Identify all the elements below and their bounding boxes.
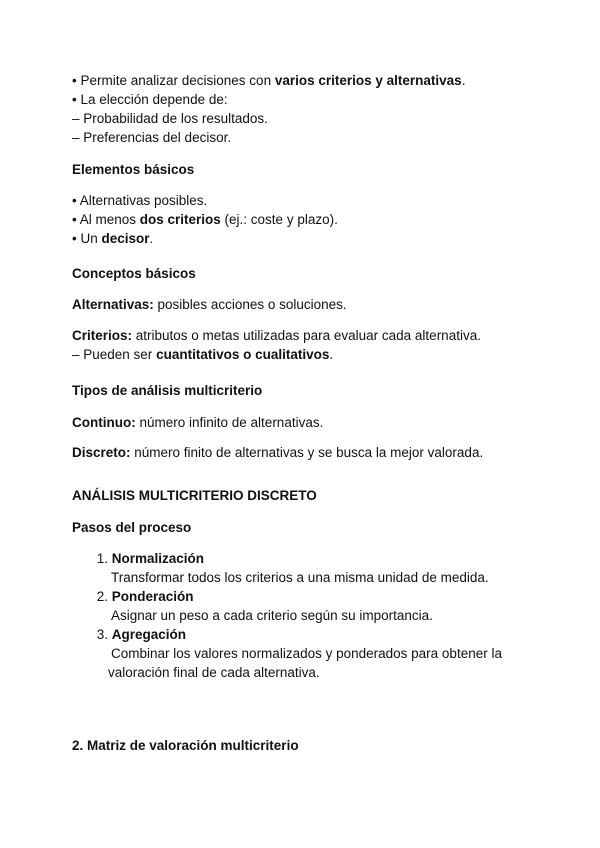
elementos-text: (ej.: coste y plazo). (220, 212, 338, 227)
heading-pasos: Pasos del proceso (72, 520, 192, 535)
elementos-bold: dos criterios (139, 212, 221, 227)
concepto-text: atributos o metas utilizadas para evaluar cada alternativa. (132, 328, 481, 343)
tipo-continuo (72, 414, 323, 432)
step-3-desc-2: valoración final de cada alternativa. (108, 665, 320, 680)
step-2-desc: Asignar un peso a cada criterio según su importancia. (111, 608, 433, 623)
elementos-line-3 (72, 230, 153, 248)
elementos-text: • Al menos (72, 212, 140, 227)
tipo-label: Continuo: (72, 415, 136, 430)
concepto-text: . (329, 347, 334, 362)
tipo-text: número infinito de alternativas. (135, 415, 324, 430)
concepto-criterios (72, 327, 481, 345)
elementos-text: . (149, 231, 154, 246)
tipo-text: número finito de alternativas y se busca la mejor valorada. (130, 445, 484, 460)
step-2-title (72, 588, 194, 606)
intro-text: • Permite analizar decisiones con (72, 73, 275, 88)
concepto-label: Alternativas: (72, 297, 154, 312)
tipo-label: Discreto: (72, 445, 131, 460)
concepto-text: – Pueden ser (72, 347, 157, 362)
step-1-title (72, 550, 204, 568)
concepto-alternativas (72, 296, 347, 314)
step-3-title (72, 626, 186, 644)
step-title: Normalización (111, 551, 205, 566)
step-number: 2. (96, 589, 108, 604)
concepto-label: Criterios: (72, 328, 133, 343)
heading-elementos: Elementos básicos (72, 162, 195, 177)
tipo-discreto (72, 444, 483, 462)
intro-line-1 (72, 72, 465, 90)
intro-bold: varios criterios y alternativas (274, 73, 462, 88)
step-1-desc: Transformar todos los criterios a una misma unidad de medida. (111, 570, 489, 585)
step-title: Ponderación (111, 589, 194, 604)
intro-line-4: – Preferencias del decisor. (72, 130, 232, 145)
heading-section-2: 2. Matriz de valoración multicriterio (72, 738, 299, 753)
concepto-criterios-2 (72, 346, 333, 364)
intro-line-2: • La elección depende de: (72, 92, 228, 107)
heading-analisis-discreto: ANÁLISIS MULTICRITERIO DISCRETO (72, 488, 317, 503)
intro-line-3: – Probabilidad de los resultados. (72, 111, 268, 126)
elementos-line-2 (72, 211, 338, 229)
step-number: 3. (96, 627, 108, 642)
concepto-bold: cuantitativos o cualitativos (156, 347, 330, 362)
heading-tipos: Tipos de análisis multicriterio (72, 383, 263, 398)
step-title: Agregación (111, 627, 187, 642)
elementos-text: • Un (72, 231, 102, 246)
concepto-text: posibles acciones o soluciones. (153, 297, 347, 312)
step-3-desc: Combinar los valores normalizados y ponderados para obtener la (111, 646, 502, 661)
step-number: 1. (96, 551, 108, 566)
elementos-bold: decisor (101, 231, 150, 246)
elementos-line-1: • Alternativas posibles. (72, 193, 208, 208)
heading-conceptos: Conceptos básicos (72, 266, 196, 281)
intro-period: . (461, 73, 466, 88)
